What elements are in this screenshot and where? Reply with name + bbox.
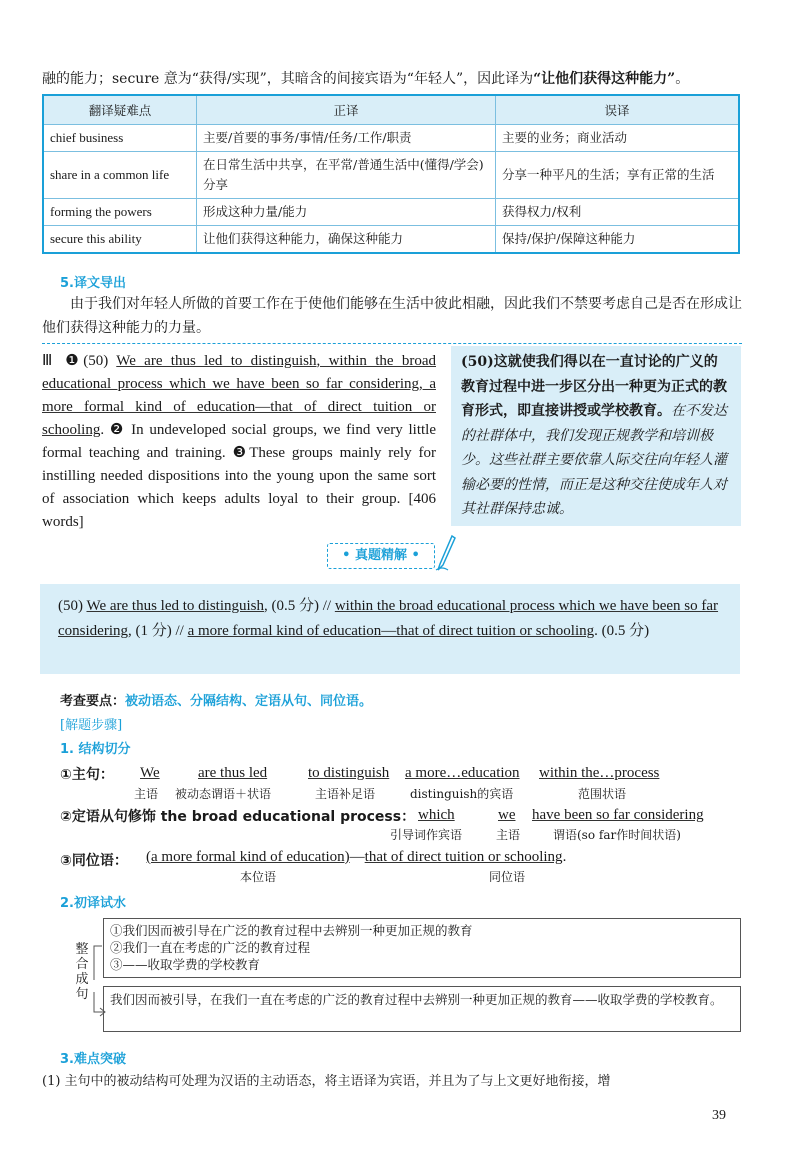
- question-number: (50): [83, 353, 109, 369]
- chunk-1-score: , (0.5 分) //: [264, 598, 335, 614]
- draft-line: ①我们因而被引导在广泛的教育过程中去辨别一种更加正规的教育: [110, 923, 473, 938]
- intro-end: 。: [675, 71, 690, 87]
- translation-sidebox: [451, 346, 741, 526]
- table-row: [43, 226, 739, 254]
- table-cell: 主要的业务；商业活动: [496, 125, 740, 152]
- appositive-main: (a more formal kind of education): [146, 849, 350, 865]
- table-row: [43, 125, 739, 152]
- question-number: (50): [58, 598, 83, 614]
- draft-line: ②我们一直在考虑的广泛的教育过程: [110, 940, 311, 955]
- table-header-row: [43, 95, 739, 125]
- passage: Ⅲ ❶(50) We are thus led to distinguish, within the broad educational process which we have been so far considering, a more formal kind of education—that of direct tuition or schooling. ❷ In undeveloped social groups, we find very little formal teaching and training. ❸These groups mainly rely for instilling needed dispositions into the young upon the same sort of association which keeps adults loyal to their group. [406 words]: [42, 353, 437, 530]
- attr-clause-label: ②定语从句修饰 the broad educational process：: [60, 809, 416, 825]
- section-5-title: 5.译文导出: [60, 276, 126, 291]
- question-text: [58, 594, 722, 644]
- key-points-text: 被动语态、分隔结构、定语从句、同位语。: [125, 694, 373, 709]
- section-5-body: 由于我们对年轻人所做的首要工作在于使他们能够在生活中彼此相融，因此我们不禁要考虑自己是否在形成让他们获得这种能力的力量。: [42, 296, 742, 336]
- key-points: [60, 690, 372, 709]
- translation-table: [42, 94, 740, 254]
- mc-part-en: We: [140, 765, 160, 781]
- draft-box: [103, 918, 741, 978]
- mc-part-cn: 被动态谓语＋状语: [175, 787, 272, 801]
- sentence-number: ❸: [232, 445, 250, 461]
- intro-text: 融的能力；secure 意为“获得/实现”，其暗含的间接宾语为“年轻人”，因此译为: [42, 71, 534, 87]
- chunk-1: We are thus led to distinguish: [86, 598, 265, 614]
- combined-box: 我们因而被引导，在我们一直在考虑的广泛的教育过程中去辨别一种更加正规的教育——收取学费的学校教育。: [103, 986, 741, 1032]
- passage-sentence-1c: , a more formal kind of education—that of direct tuition or schooling: [42, 376, 436, 438]
- appositive-apposition-cn: 同位语: [489, 870, 526, 884]
- passage-sentence-3: These groups mainly rely for instilling needed dispositions into the young upon the same sort of association which keeps adults loyal to their group.: [42, 445, 437, 507]
- mc-part-cn: 主语: [134, 787, 159, 801]
- table-cell: 获得权力/权利: [496, 199, 740, 226]
- table-cell: share in a common life: [43, 152, 197, 199]
- question-box: [40, 584, 740, 674]
- mc-part-en: within the…process: [539, 765, 660, 781]
- table-cell: 在日常生活中共享，在平常/普通生活中(懂得/学会)分享: [197, 152, 496, 199]
- appositive-end: .: [562, 849, 567, 865]
- section-badge: • 真题精解 •: [327, 543, 435, 569]
- table-cell: chief business: [43, 125, 197, 152]
- table-cell: secure this ability: [43, 226, 197, 254]
- table-row: [43, 199, 739, 226]
- pen-icon: [434, 534, 456, 572]
- word-count: [406 words]: [42, 491, 436, 530]
- chunk-2-score: , (1 分) //: [127, 623, 188, 639]
- mc-part-en: to distinguish: [308, 765, 390, 781]
- table-cell: forming the powers: [43, 199, 197, 226]
- main-clause-label: ①主句：: [60, 767, 114, 783]
- mc-part-cn: 范围状语: [578, 787, 627, 801]
- mc-part-en: are thus led: [198, 765, 268, 781]
- passage-sentence-1b: , within the broad educational process which we have been so far considering: [42, 353, 436, 392]
- page-number: 39: [712, 1108, 726, 1123]
- chunk-3: a more formal kind of education—that of direct tuition or schooling: [187, 623, 595, 639]
- ac-part-en: we: [498, 807, 516, 823]
- vertical-label: 整合成句: [75, 942, 89, 1002]
- part-marker: Ⅲ: [42, 353, 57, 369]
- table-header: 误译: [496, 95, 740, 125]
- ac-part-en: which: [418, 807, 455, 823]
- passage-sentence-2: In undeveloped social groups, we find very little formal teaching and training.: [42, 422, 437, 461]
- intro-bold: “让他们获得这种能力”: [533, 71, 676, 87]
- step-3-title: 3.难点突破: [60, 1052, 126, 1067]
- mc-part-en: a more…education: [405, 765, 520, 781]
- appositive-apposition: that of direct tuition or schooling: [364, 849, 563, 865]
- appositive-main-cn: 本位语: [240, 870, 277, 884]
- step-1-title: 1. 结构切分: [60, 742, 131, 757]
- mc-part-cn: 主语补足语: [315, 787, 376, 801]
- dashed-divider: [42, 343, 742, 344]
- table-cell: 让他们获得这种能力，确保这种能力: [197, 226, 496, 254]
- chunk-2: within the broad educational process which we have been so far considering: [58, 598, 719, 639]
- ac-part-cn: 谓语(so far作时间状语): [553, 828, 681, 842]
- chunk-3-score: . (0.5 分): [594, 623, 650, 639]
- ac-part-cn: 引导词作宾语: [390, 828, 463, 842]
- table-header: 翻译疑难点: [43, 95, 197, 125]
- key-points-label: 考查要点：: [60, 694, 126, 709]
- passage-sentence-1a: We are thus led to distinguish: [116, 353, 317, 369]
- ac-part-en: have been so far considering: [532, 807, 704, 823]
- mc-part-cn: distinguish的宾语: [410, 787, 514, 801]
- table-cell: 主要/首要的事务/事情/任务/工作/职责: [197, 125, 496, 152]
- appositive-text: [146, 846, 566, 869]
- table-cell: 分享一种平凡的生活；享有正常的生活: [496, 152, 740, 199]
- appositive-dash: —: [349, 849, 365, 865]
- sentence-number: ❶: [65, 353, 84, 369]
- step-2-title: 2.初译试水: [60, 896, 126, 911]
- ac-part-cn: 主语: [496, 828, 521, 842]
- table-cell: 形成这种力量/能力: [197, 199, 496, 226]
- table-header: 正译: [197, 95, 496, 125]
- table-row: [43, 152, 739, 199]
- draft-line: ③——收取学费的学校教育: [110, 957, 261, 972]
- sidebox-bold-text: (50)这就使我们得以在一直讨论的广义的教育过程中进一步区分出一种更为正式的教育形式，即直接讲授或学校教育。: [461, 354, 727, 419]
- steps-label: [解题步骤]: [60, 718, 123, 733]
- intro-line: [42, 68, 689, 88]
- step-3-text: (1) 主句中的被动结构可处理为汉语的主动语态，将主语译为宾语，并且为了与上文更好地衔接，增: [42, 1074, 611, 1089]
- appositive-label: ③同位语：: [60, 853, 128, 869]
- sidebox-text: 在不发达的社群体中，我们发现正规教学和培训极少。这些社群主要依靠人际交往向年轻人灌输必要的性情，而正是这种交往使成年人对其社群保持忠诚。: [461, 403, 727, 517]
- table-cell: 保持/保护/保障这种能力: [496, 226, 740, 254]
- sentence-number: ❷: [109, 422, 126, 438]
